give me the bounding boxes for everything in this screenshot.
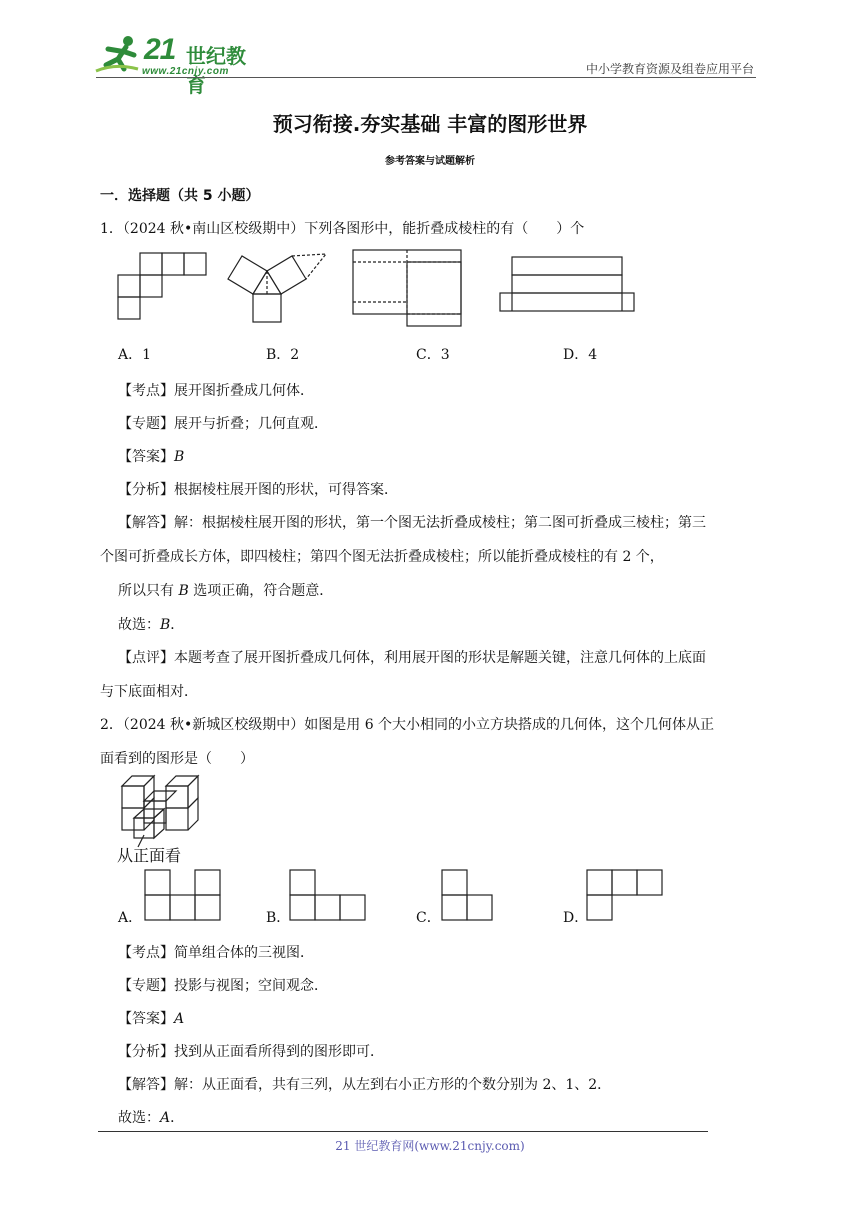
logo-number: 21 <box>144 33 176 66</box>
logo-url: www.21cnjy.com <box>142 66 229 77</box>
q1-answer-label: 【答案】 <box>118 449 174 465</box>
q2-fenxi: 【分析】找到从正面看所得到的图形即可． <box>118 1044 384 1060</box>
q1-dianping-line-1: 【点评】本题考查了展开图折叠成几何体，利用展开图的形状是解题关键，注意几何体的上底面 <box>118 650 706 666</box>
q1-zhuanti: 【专题】展开与折叠；几何直观． <box>118 416 328 432</box>
q2-option-d-figure <box>587 869 667 923</box>
section-heading: 一．选择题（共 5 小题） <box>100 188 260 204</box>
logo-text: 世纪教育 <box>186 44 246 97</box>
q1-jieda-line-1: 【解答】解：根据棱柱展开图的形状，第一个图无法折叠成棱柱；第二图可折叠成三棱柱；第三 <box>118 515 706 531</box>
q1-fenxi: 【分析】根据棱柱展开图的形状，可得答案． <box>118 482 398 498</box>
q2-option-b: B． <box>266 910 291 926</box>
q2-option-d: D． <box>563 910 589 926</box>
site-logo <box>92 33 262 97</box>
page-subtitle: 参考答案与试题解析 <box>385 156 475 167</box>
page-title: 预习衔接.夯实基础 丰富的图形世界 <box>272 112 588 136</box>
q1-option-a: A．1 <box>118 347 152 363</box>
footer-divider <box>98 1131 708 1132</box>
q1-figure-2 <box>228 251 338 331</box>
footer-link[interactable]: 21 世纪教育网(www.21cnjy.com) <box>335 1139 525 1153</box>
runner-logo-icon <box>92 35 142 75</box>
q2-answer <box>118 1008 184 1028</box>
q1-dianping-line-2: 与下底面相对． <box>100 684 198 700</box>
q2-zhuanti: 【专题】投影与视图；空间观念． <box>118 978 328 994</box>
q2-option-b-figure <box>290 869 370 923</box>
q1-answer-value: B <box>174 449 185 465</box>
q1-jieda-line-2: 个图可折叠成长方体，即四棱柱；第四个图无法折叠成棱柱；所以能折叠成棱柱的有 2 个， <box>100 549 664 565</box>
q1-figure-4 <box>500 255 640 325</box>
q2-option-c-figure <box>442 869 502 923</box>
q2-stem-line-1: 2．（2024 秋•新城区校级期中）如图是用 6 个大小相同的小立方块搭成的几何体，这个几何体从正 <box>100 717 715 733</box>
platform-name: 中小学教育资源及组卷应用平台 <box>585 62 754 76</box>
q1-stem: 1．（2024 秋•南山区校级期中）下列各图形中，能折叠成棱柱的有（ ）个 <box>100 221 585 237</box>
q2-choice: 故选：A． <box>118 1110 185 1126</box>
q1-option-d: D．4 <box>563 347 598 363</box>
q1-choice: 故选：B． <box>118 617 185 633</box>
q1-option-b: B．2 <box>266 347 300 363</box>
q1-answer <box>118 446 184 466</box>
q1-jieda-line-3: 所以只有 B 选项正确，符合题意． <box>118 583 334 599</box>
q2-option-a-figure <box>145 869 225 923</box>
q2-jieda: 【解答】解：从正面看，共有三列，从左到右小正方形的个数分别为 2、1、2． <box>118 1077 612 1093</box>
q1-option-c: C．3 <box>416 347 450 363</box>
q2-option-c: C． <box>416 910 441 926</box>
q1-kaodian: 【考点】展开图折叠成几何体． <box>118 383 314 399</box>
header-divider <box>96 77 756 78</box>
q2-view-label: 从正面看 <box>117 846 182 865</box>
q2-answer-label: 【答案】 <box>118 1011 174 1027</box>
q2-cube-figure <box>120 773 220 853</box>
q2-option-a: A． <box>118 910 143 926</box>
q1-figure-1 <box>118 251 218 331</box>
q2-stem-line-2: 面看到的图形是（ ） <box>100 751 254 767</box>
q1-figure-3 <box>353 250 463 330</box>
q2-kaodian: 【考点】简单组合体的三视图． <box>118 945 314 961</box>
q2-answer-value: A <box>174 1011 185 1027</box>
